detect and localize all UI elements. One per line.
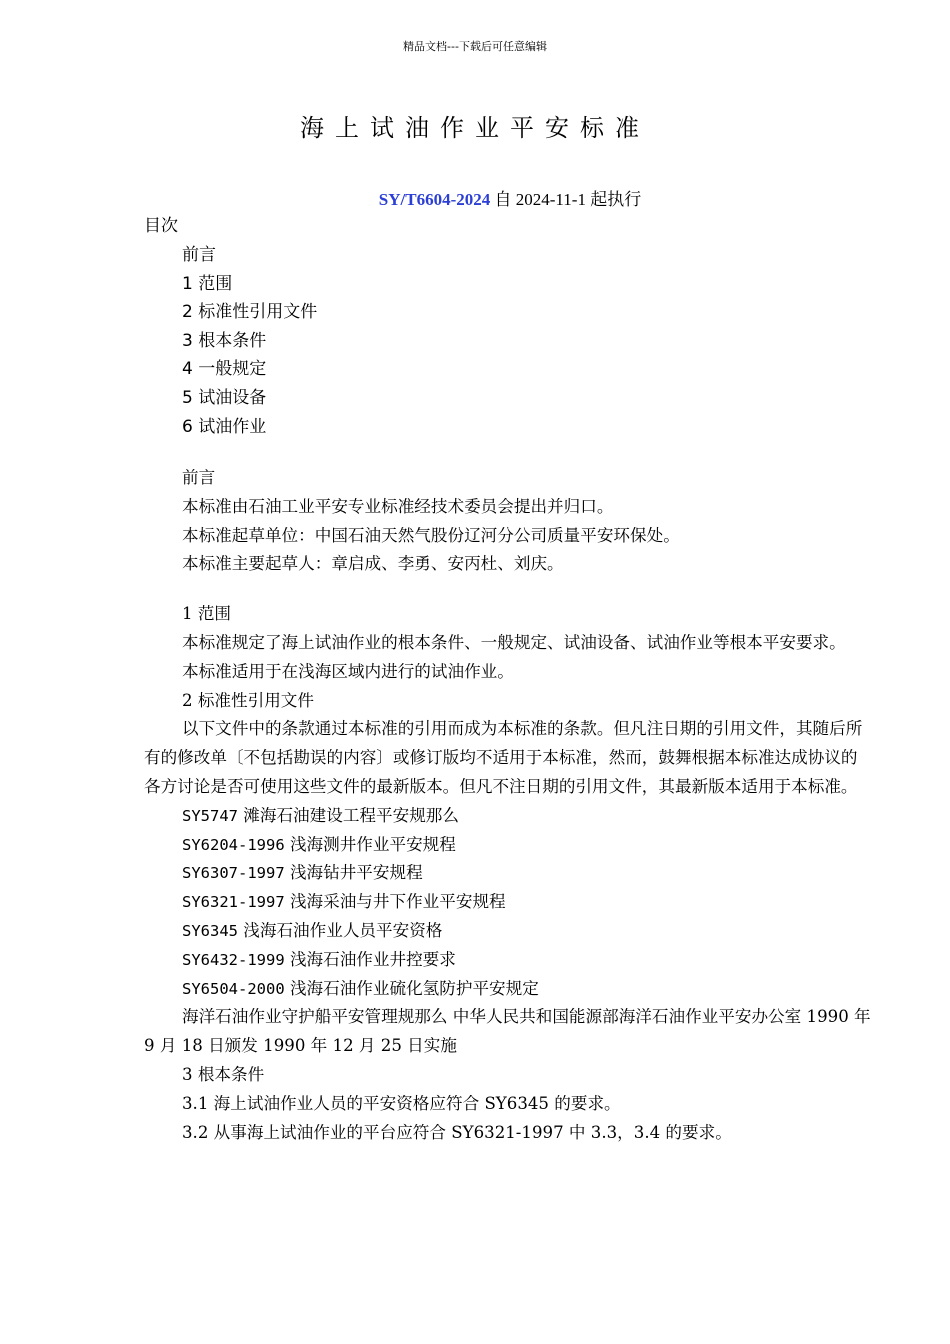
toc-item[interactable]: 6 试油作业 — [182, 416, 267, 437]
section-2-heading: 2 标准性引用文件 — [182, 690, 314, 710]
section-3-item: 3.1 海上试油作业人员的平安资格应符合 SY6345 的要求。 — [182, 1093, 621, 1113]
preface-line: 本标准主要起草人：章启成、李勇、安丙杜、刘庆。 — [182, 554, 564, 574]
section-gap — [144, 579, 874, 600]
section-1-paragraph: 本标准适用于在浅海区域内进行的试油作业。 — [182, 661, 514, 681]
reference-item-long: 海洋石油作业守护船平安管理规那么 中华人民共和国能源部海洋石油作业平安办公室 1990 年 9 月 18 日颁发 1990 年 12 月 25 日实施 — [144, 1007, 871, 1056]
reference-code: SY6432-1999 — [182, 950, 285, 969]
standard-line — [0, 185, 950, 210]
reference-item — [144, 859, 874, 888]
reference-item — [144, 802, 874, 831]
reference-code: SY6504-2000 — [182, 979, 285, 998]
reference-code: SY5747 — [182, 806, 238, 825]
toc-item[interactable]: 3 根本条件 — [182, 330, 267, 351]
reference-name: 浅海石油作业人员平安资格 — [243, 920, 443, 940]
reference-item — [144, 946, 874, 975]
standard-from: 自 — [494, 190, 512, 210]
section-3-heading: 3 根本条件 — [182, 1064, 265, 1084]
section-1-heading: 1 范围 — [182, 604, 232, 624]
table-of-contents — [144, 212, 317, 441]
preface-heading: 前言 — [182, 468, 216, 487]
reference-name: 浅海测井作业平安规程 — [289, 834, 456, 854]
toc-heading: 目次 — [144, 216, 178, 236]
toc-item[interactable]: 前言 — [182, 245, 216, 265]
toc-item[interactable]: 2 标准性引用文件 — [182, 302, 318, 323]
reference-name: 浅海采油与井下作业平安规程 — [289, 892, 506, 912]
reference-code: SY6345 — [182, 921, 238, 940]
reference-code: SY6321-1997 — [182, 893, 285, 912]
reference-name: 滩海石油建设工程平安规那么 — [243, 805, 459, 825]
document-body — [144, 464, 874, 1147]
toc-item[interactable]: 4 一般规定 — [182, 359, 267, 380]
reference-item — [144, 888, 874, 917]
preface-line: 本标准由石油工业平安专业标准经技术委员会提出并归口。 — [182, 496, 614, 516]
standard-code: SY/T6604-2024 — [378, 190, 491, 209]
toc-item[interactable]: 5 试油设备 — [182, 387, 267, 408]
section-1-paragraph: 本标准规定了海上试油作业的根本条件、一般规定、试油设备、试油作业等根本平安要求。 — [182, 632, 846, 652]
preface-line: 本标准起草单位：中国石油天然气股份辽河分公司质量平安环保处。 — [182, 525, 680, 545]
reference-name: 浅海石油作业井控要求 — [289, 949, 456, 969]
reference-name: 浅海钻井平安规程 — [289, 863, 423, 883]
reference-item — [144, 975, 874, 1004]
reference-code: SY6307-1997 — [182, 864, 285, 883]
section-3-item: 3.2 从事海上试油作业的平台应符合 SY6321-1997 中 3.3，3.4 的要求。 — [182, 1122, 732, 1142]
reference-item — [144, 831, 874, 860]
reference-name: 浅海石油作业硫化氢防护平安规定 — [289, 978, 539, 998]
document-title: 海上试油作业平安标准 — [300, 114, 650, 142]
reference-item — [144, 917, 874, 946]
section-2-paragraph: 以下文件中的条款通过本标准的引用而成为本标准的条款。但凡注日期的引用文件，其随后所有的修改单〔不包括勘误的内容〕或修订版均不适用于本标准，然而，鼓舞根据本标准达成协议的各方讨论是否可使用这些文件的最新版本。但凡不注日期的引用文件，其最新版本适用于本标准。 — [144, 719, 863, 796]
reference-code: SY6204-1996 — [182, 835, 285, 854]
header-note: 精品文档---下载后可任意编辑 — [403, 40, 547, 53]
standard-suffix: 起执行 — [590, 190, 642, 210]
toc-item[interactable]: 1 范围 — [182, 273, 233, 294]
standard-date: 2024-11-1 — [515, 190, 586, 209]
